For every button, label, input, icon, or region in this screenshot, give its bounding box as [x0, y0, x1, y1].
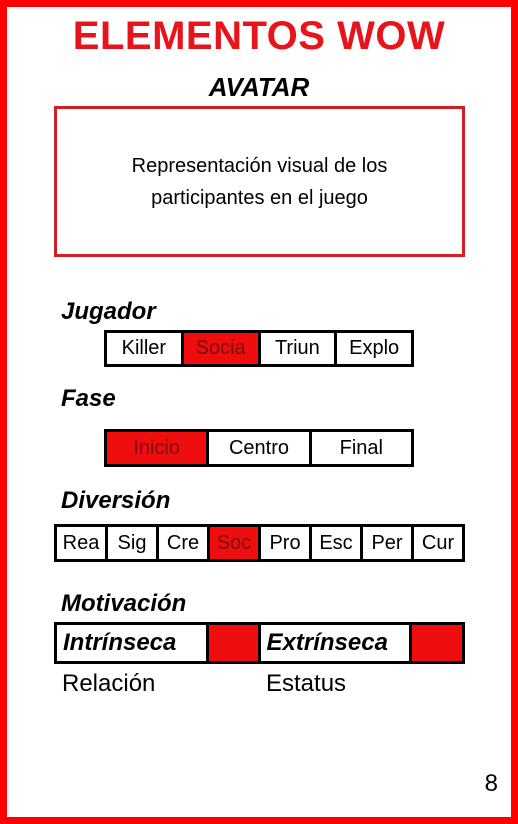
fase-options: [104, 429, 414, 467]
jugador-option-2: Triun: [261, 333, 335, 364]
extrinseca-value: Estatus: [266, 670, 347, 697]
diversion-options: [54, 524, 465, 562]
intrinseca-label: Intrínseca: [57, 625, 206, 661]
fase-option-2: Final: [312, 432, 411, 464]
jugador-options: [104, 330, 414, 367]
intrinseca-swatch: [209, 625, 258, 661]
fase-option-1: Centro: [209, 432, 308, 464]
fase-label: Fase: [61, 385, 116, 412]
card-subtitle: AVATAR: [208, 72, 310, 102]
diversion-option-3: Soc: [210, 527, 258, 559]
motivacion-row: [54, 622, 465, 664]
jugador-label: Jugador: [61, 298, 156, 325]
page-number: 8: [484, 770, 498, 797]
diversion-option-7: Cur: [414, 527, 462, 559]
motivacion-label: Motivación: [61, 590, 187, 617]
extrinseca-swatch: [412, 625, 462, 661]
extrinseca-label: Extrínseca: [261, 625, 410, 661]
jugador-option-1: Socia: [184, 333, 258, 364]
intrinseca-value: Relación: [62, 670, 156, 697]
description-text: Representación visual de los participantes en el juego: [131, 154, 388, 209]
diversion-option-4: Pro: [261, 527, 309, 559]
diversion-label: Diversión: [61, 487, 171, 514]
jugador-option-3: Explo: [337, 333, 411, 364]
diversion-option-0: Rea: [57, 527, 105, 559]
card-title: ELEMENTOS WOW: [72, 14, 446, 58]
fase-option-0: Inicio: [107, 432, 206, 464]
diversion-option-6: Per: [363, 527, 411, 559]
diversion-option-2: Cre: [159, 527, 207, 559]
diversion-option-1: Sig: [108, 527, 156, 559]
description-box: [54, 106, 465, 257]
jugador-option-0: Killer: [107, 333, 181, 364]
diversion-option-5: Esc: [312, 527, 360, 559]
